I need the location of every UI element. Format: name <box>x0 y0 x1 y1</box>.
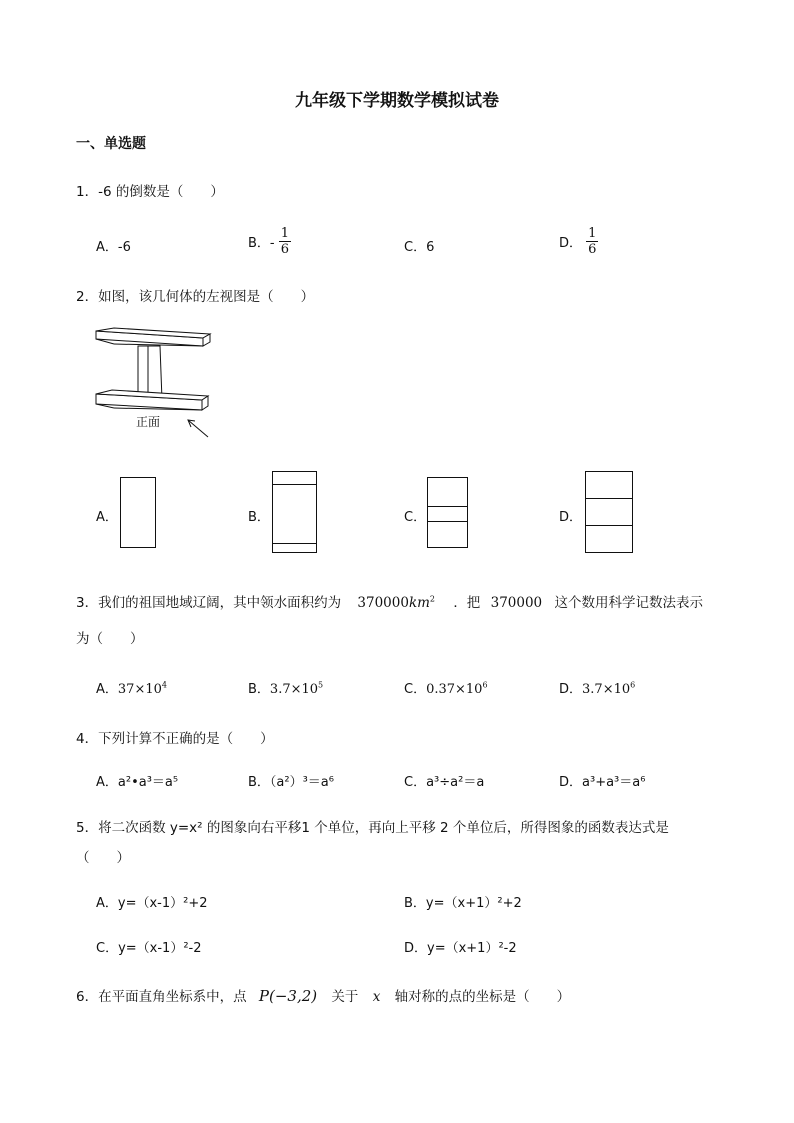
option-exponent: 4 <box>161 680 167 690</box>
question-6-stem <box>76 985 570 1005</box>
q1-option-b-fraction <box>279 226 291 257</box>
q1-option-c: C．6 <box>404 240 435 255</box>
question-5-stem-line2: （ ） <box>76 850 130 866</box>
question-1-stem: 1．-6 的倒数是（ ） <box>76 184 224 200</box>
q3-option-a <box>96 678 167 697</box>
q2-option-a: A． <box>96 510 118 525</box>
q2-option-b-figure <box>272 471 317 553</box>
q3-stem-part3: 这个数用科学记数法表示 <box>554 595 703 611</box>
q3-stem-part2: ．把 <box>453 595 481 611</box>
q3-area-value: 370000 <box>357 595 409 611</box>
q3-option-c <box>404 678 488 697</box>
q5-option-b: B．y=（x+1）²+2 <box>404 896 522 911</box>
figure-line <box>428 521 467 522</box>
option-exponent: 5 <box>318 680 324 690</box>
q1-option-a: A．-6 <box>96 240 131 255</box>
q5-option-a: A．y=（x-1）²+2 <box>96 896 208 911</box>
q3-option-b <box>248 678 323 697</box>
option-label: D． <box>559 682 583 697</box>
q1-option-d-fraction <box>586 226 598 257</box>
figure-line <box>586 498 632 499</box>
q3-area-exponent: 2 <box>429 594 436 604</box>
q4-option-c: C．a³÷a²＝a <box>404 775 485 790</box>
question-5-stem-line1: 5．将二次函数 y=x² 的图象向右平移1 个单位，再向上平移 2 个单位后，所得图象的函数表达式是 <box>76 820 669 836</box>
q6-stem-part3: 轴对称的点的坐标是（ ） <box>394 989 571 1005</box>
q3-area-unit: km <box>408 595 430 611</box>
q2-option-a-figure <box>120 477 156 548</box>
option-label: C． <box>404 682 427 697</box>
question-3-stem-line2: 为（ ） <box>76 631 144 647</box>
q2-option-b: B． <box>248 510 270 525</box>
figure-line <box>273 484 316 485</box>
option-exponent: 6 <box>630 680 636 690</box>
option-label: A． <box>96 682 118 697</box>
section-heading: 一、单选题 <box>76 136 146 152</box>
q2-option-d-figure <box>585 471 633 553</box>
q5-option-c: C．y=（x-1）²-2 <box>96 941 202 956</box>
figure-line <box>273 543 316 544</box>
option-base: 3.7×10 <box>582 682 631 697</box>
option-exponent: 6 <box>482 680 488 690</box>
q6-axis: x <box>372 989 381 1005</box>
q2-option-c-figure <box>427 477 468 548</box>
q4-option-b: B．（a²）³＝a⁶ <box>248 775 334 790</box>
question-2-stem: 2．如图，该几何体的左视图是（ ） <box>76 289 315 305</box>
q1-option-b-prefix: B．- <box>248 236 275 251</box>
figure-label-front: 正面 <box>136 415 161 429</box>
q3-number: 370000 <box>490 595 543 611</box>
q4-option-d: D．a³+a³＝a⁶ <box>559 775 646 790</box>
q2-option-d: D． <box>559 510 583 525</box>
page-title: 九年级下学期数学模拟试卷 <box>295 91 499 111</box>
q2-option-c: C． <box>404 510 427 525</box>
option-base: 3.7×10 <box>269 682 319 697</box>
q4-option-a: A．a²•a³＝a⁵ <box>96 775 179 790</box>
fraction-denominator: 6 <box>588 242 597 257</box>
question-3-stem-line1 <box>76 591 703 611</box>
question-4-stem: 4．下列计算不正确的是（ ） <box>76 731 274 747</box>
q6-stem-part2: 关于 <box>331 989 359 1005</box>
figure-line <box>586 525 632 526</box>
option-base: 0.37×10 <box>426 682 483 697</box>
q1-option-d <box>559 226 598 257</box>
option-label: B． <box>248 682 270 697</box>
q5-option-d: D．y=（x+1）²-2 <box>404 941 517 956</box>
option-base: 37×10 <box>117 682 162 697</box>
q3-option-d <box>559 678 635 697</box>
fraction-denominator: 6 <box>280 242 290 257</box>
fraction-numerator: 1 <box>280 226 290 241</box>
q1-option-d-prefix: D． <box>559 236 583 251</box>
q3-stem-part1: 3．我们的祖国地域辽阔，其中领水面积约为 <box>76 595 342 611</box>
q6-stem-part1: 6．在平面直角坐标系中，点 <box>76 989 247 1005</box>
fraction-numerator: 1 <box>588 226 597 241</box>
figure-line <box>428 506 467 507</box>
q6-point: P(−3,2) <box>258 987 318 1005</box>
q1-option-b <box>248 226 291 257</box>
